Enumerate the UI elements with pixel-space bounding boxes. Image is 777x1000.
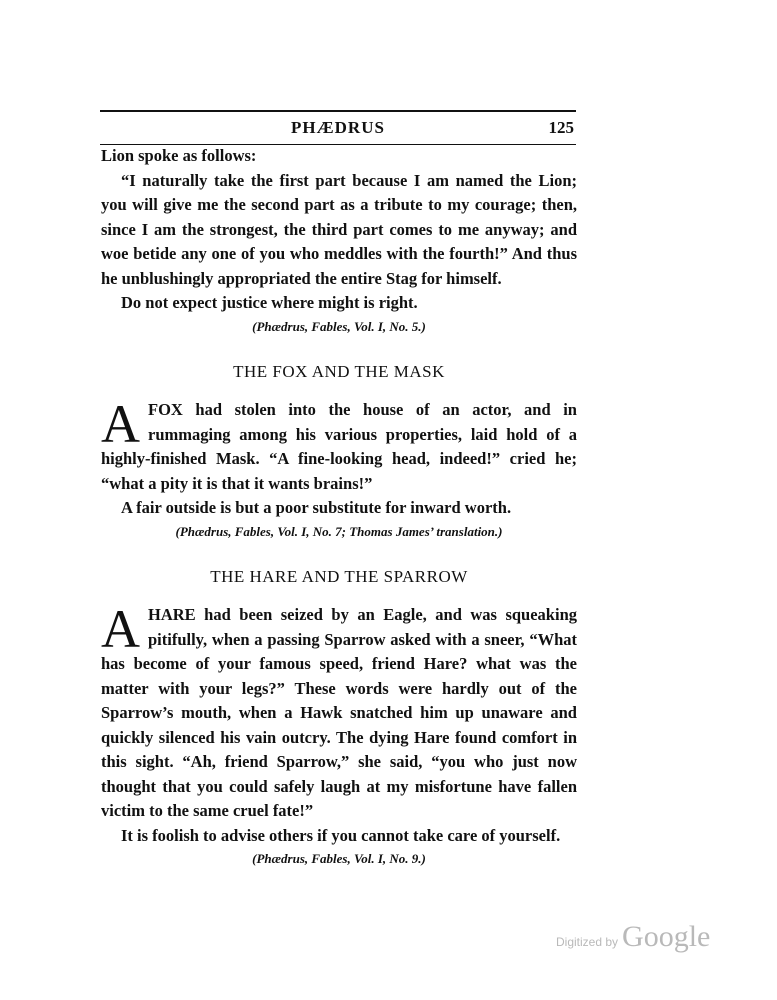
paragraph <box>101 599 577 824</box>
moral: It is foolish to advise others if you cannot take care of yourself. <box>121 825 561 845</box>
watermark-prefix: Digitized by <box>556 935 619 949</box>
paragraph-text: HARE had been seized by an Eagle, and was squeaking pitifully, when a passing Sparrow asked with a sneer, “What has become of your famous speed, friend Hare? what was the matter with your legs?” These words were hardly out of the Sparrow’s mouth, when a Hawk snatched him up unaware and quickly silenced his vain outcry. The dying Hare found comfort in this sight. “Ah, friend Sparrow,” she said, “you who just now thought that you could safely laugh at my misfortune have fallen victim to the same cruel fate!” <box>101 605 577 820</box>
paragraph: Lion spoke as follows: <box>101 146 257 165</box>
paragraph-text: FOX had stolen into the house of an actor, and in rummaging among his various properties, laid hold of a highly-finished Mask. “A fine-looking head, indeed!” cried he; “what a pity it is that it wants brains!” <box>101 400 577 493</box>
page-body <box>101 144 577 870</box>
moral: Do not expect justice where might is right. <box>121 293 418 312</box>
citation: (Phædrus, Fables, Vol. I, No. 9.) <box>252 851 426 866</box>
paragraph: “I naturally take the first part because I am named the Lion; you will give me the second part as a tribute to my courage; then, since I am the strongest, the third part comes to me anyway; and woe betide any one of you who meddles with the fourth!” And thus he unblushingly appropriated the entire Stag for himself. <box>101 170 577 288</box>
fable-title: THE HARE AND THE SPARROW <box>210 566 468 586</box>
citation: (Phædrus, Fables, Vol. I, No. 5.) <box>252 318 426 334</box>
digitized-watermark <box>556 920 710 954</box>
drop-cap: A <box>101 599 140 659</box>
citation: (Phædrus, Fables, Vol. I, No. 7; Thomas James’ translation.) <box>175 523 503 539</box>
fable-title: THE FOX AND THE MASK <box>233 361 445 381</box>
moral: A fair outside is but a poor substitute for inward worth. <box>121 498 512 517</box>
running-title: PHÆDRUS <box>291 118 385 137</box>
drop-cap: A <box>101 394 140 454</box>
paragraph <box>101 394 577 496</box>
page-number: 125 <box>548 118 574 137</box>
page-header <box>100 110 576 145</box>
google-logo: Google <box>622 920 711 953</box>
